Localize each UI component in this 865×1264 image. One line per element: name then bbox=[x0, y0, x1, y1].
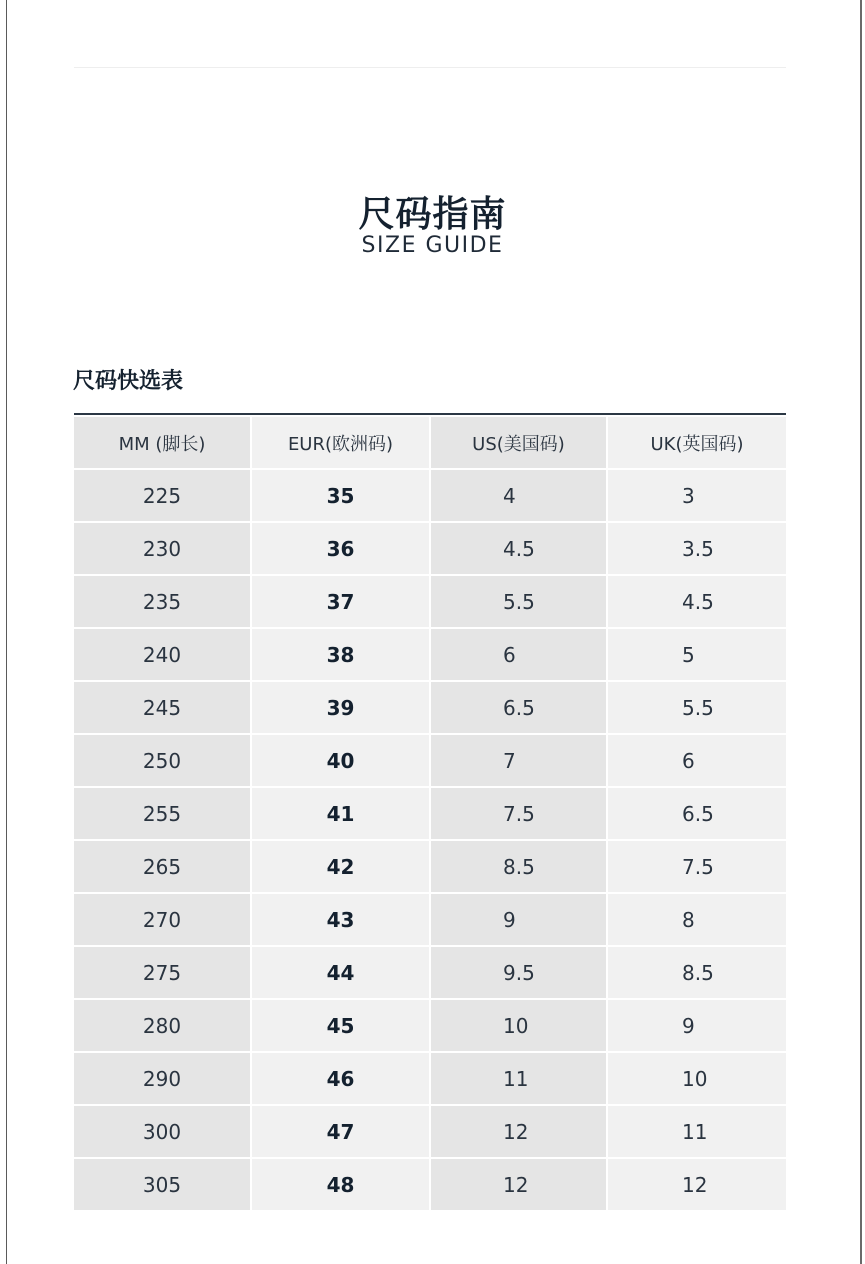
cell-uk: 8.5 bbox=[608, 947, 786, 998]
size-table bbox=[72, 415, 788, 1212]
cell-eur: 41 bbox=[252, 788, 429, 839]
cell-uk: 6.5 bbox=[608, 788, 786, 839]
cell-uk: 7.5 bbox=[608, 841, 786, 892]
table-body bbox=[74, 470, 786, 1210]
page-title: 尺码指南 bbox=[358, 194, 507, 235]
cell-uk: 5.5 bbox=[608, 682, 786, 733]
cell-eur: 44 bbox=[252, 947, 429, 998]
column-header-uk: UK(英国码) bbox=[608, 417, 786, 468]
cell-eur: 47 bbox=[252, 1106, 429, 1157]
table-row bbox=[74, 629, 786, 680]
cell-mm: 290 bbox=[74, 1053, 250, 1104]
column-header-eur: EUR(欧洲码) bbox=[252, 417, 429, 468]
page-subtitle: SIZE GUIDE bbox=[361, 233, 504, 258]
column-header-mm: MM (脚长) bbox=[74, 417, 250, 468]
cell-mm: 270 bbox=[74, 894, 250, 945]
cell-uk: 8 bbox=[608, 894, 786, 945]
cell-us: 9.5 bbox=[431, 947, 606, 998]
cell-uk: 10 bbox=[608, 1053, 786, 1104]
table-row bbox=[74, 1053, 786, 1104]
cell-eur: 42 bbox=[252, 841, 429, 892]
cell-mm: 300 bbox=[74, 1106, 250, 1157]
cell-us: 9 bbox=[431, 894, 606, 945]
table-row bbox=[74, 470, 786, 521]
cell-eur: 43 bbox=[252, 894, 429, 945]
table-row bbox=[74, 523, 786, 574]
cell-us: 12 bbox=[431, 1106, 606, 1157]
cell-mm: 240 bbox=[74, 629, 250, 680]
cell-eur: 39 bbox=[252, 682, 429, 733]
table-row bbox=[74, 576, 786, 627]
cell-eur: 45 bbox=[252, 1000, 429, 1051]
cell-eur: 48 bbox=[252, 1159, 429, 1210]
cell-eur: 38 bbox=[252, 629, 429, 680]
cell-us: 7 bbox=[431, 735, 606, 786]
cell-mm: 250 bbox=[74, 735, 250, 786]
cell-mm: 230 bbox=[74, 523, 250, 574]
cell-uk: 5 bbox=[608, 629, 786, 680]
cell-mm: 225 bbox=[74, 470, 250, 521]
cell-eur: 36 bbox=[252, 523, 429, 574]
cell-us: 8.5 bbox=[431, 841, 606, 892]
cell-eur: 40 bbox=[252, 735, 429, 786]
table-row bbox=[74, 894, 786, 945]
cell-us: 12 bbox=[431, 1159, 606, 1210]
cell-uk: 4.5 bbox=[608, 576, 786, 627]
table-row bbox=[74, 1000, 786, 1051]
cell-mm: 245 bbox=[74, 682, 250, 733]
table-row bbox=[74, 1159, 786, 1210]
section-title: 尺码快选表 bbox=[73, 369, 184, 394]
cell-uk: 3 bbox=[608, 470, 786, 521]
cell-uk: 9 bbox=[608, 1000, 786, 1051]
table-row bbox=[74, 682, 786, 733]
cell-uk: 11 bbox=[608, 1106, 786, 1157]
cell-uk: 6 bbox=[608, 735, 786, 786]
cell-mm: 280 bbox=[74, 1000, 250, 1051]
cell-us: 5.5 bbox=[431, 576, 606, 627]
cell-us: 4 bbox=[431, 470, 606, 521]
cell-us: 4.5 bbox=[431, 523, 606, 574]
cell-us: 11 bbox=[431, 1053, 606, 1104]
size-table-container bbox=[74, 413, 786, 1212]
cell-mm: 235 bbox=[74, 576, 250, 627]
top-divider bbox=[74, 67, 786, 68]
cell-us: 7.5 bbox=[431, 788, 606, 839]
cell-us: 10 bbox=[431, 1000, 606, 1051]
table-row bbox=[74, 947, 786, 998]
cell-mm: 265 bbox=[74, 841, 250, 892]
table-row bbox=[74, 841, 786, 892]
table-row bbox=[74, 788, 786, 839]
cell-mm: 305 bbox=[74, 1159, 250, 1210]
cell-mm: 255 bbox=[74, 788, 250, 839]
cell-us: 6 bbox=[431, 629, 606, 680]
column-header-us: US(美国码) bbox=[431, 417, 606, 468]
cell-eur: 37 bbox=[252, 576, 429, 627]
cell-eur: 46 bbox=[252, 1053, 429, 1104]
cell-mm: 275 bbox=[74, 947, 250, 998]
cell-us: 6.5 bbox=[431, 682, 606, 733]
table-row bbox=[74, 735, 786, 786]
table-row bbox=[74, 1106, 786, 1157]
cell-uk: 3.5 bbox=[608, 523, 786, 574]
cell-uk: 12 bbox=[608, 1159, 786, 1210]
cell-eur: 35 bbox=[252, 470, 429, 521]
table-header-row bbox=[74, 417, 786, 468]
